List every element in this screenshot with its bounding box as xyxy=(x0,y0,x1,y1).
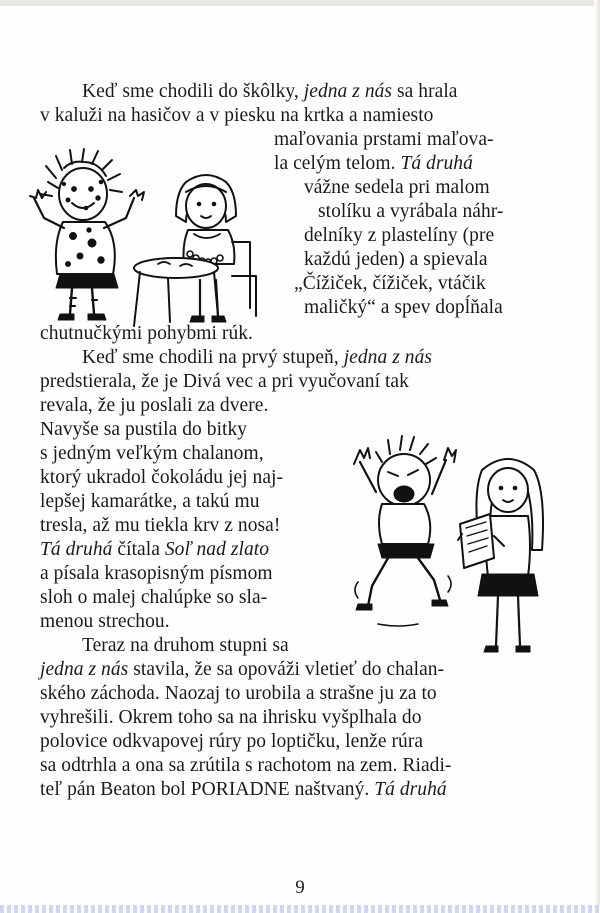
italic-span: Soľ nad zlato xyxy=(164,539,270,560)
text-line xyxy=(40,538,269,562)
text-span: Keď sme chodili na prvý stupeň, xyxy=(82,347,344,368)
page-right-edge xyxy=(594,0,600,913)
text-line xyxy=(40,490,260,514)
text-line xyxy=(274,128,494,152)
text-span: Teraz na druhom stupni sa xyxy=(82,635,289,656)
text-line xyxy=(40,514,280,538)
neat-girl-illustration xyxy=(128,172,278,330)
text-span: stolíku a vyrábala náhr- xyxy=(318,201,504,222)
italic-span: Tá druhá xyxy=(400,153,473,174)
text-line xyxy=(40,418,247,442)
text-line xyxy=(40,682,437,706)
page-bottom-edge xyxy=(0,905,600,913)
text-span: delníky z plastelíny (pre xyxy=(304,225,495,246)
text-span: s jedným veľkým chalanom, xyxy=(40,443,264,464)
italic-span: jedna z nás xyxy=(40,659,129,680)
italic-span: jedna z nás xyxy=(343,347,433,368)
italic-span: Tá druhá xyxy=(374,779,447,800)
text-line xyxy=(40,706,422,730)
text-span: polovice odkvapovej rúry po loptičku, lenže rúra xyxy=(40,731,424,752)
text-span: vyhrešili. Okrem toho sa na ihrisku vyšplhala do xyxy=(40,707,422,728)
text-span: Navyše sa pustila do bitky xyxy=(40,419,248,440)
text-span: la celým telom. xyxy=(274,153,401,174)
text-span: a písala krasopisným písmom xyxy=(40,563,273,584)
text-line xyxy=(304,224,494,248)
text-span: predstierala, že je Divá vec a pri vyučovaní tak xyxy=(40,371,409,392)
text-span: vážne sedela pri malom xyxy=(304,177,490,198)
page-number: 9 xyxy=(295,877,305,898)
text-span: sloh o malej chalúpke so sla- xyxy=(40,587,268,608)
page-top-edge xyxy=(0,0,600,6)
text-line xyxy=(304,296,503,320)
italic-span: Tá druhá xyxy=(40,539,113,560)
text-span: menou strechou. xyxy=(40,611,170,632)
text-line xyxy=(304,176,490,200)
text-line xyxy=(82,346,432,370)
text-span: stavila, že sa opováži vletieť do chalan- xyxy=(128,659,445,680)
text-line xyxy=(40,370,409,394)
text-line xyxy=(40,658,444,682)
text-line xyxy=(82,80,458,104)
text-span: sa odtrhla a ona sa zrútila s rachotom na zem. Riadi- xyxy=(40,755,452,776)
text-line xyxy=(40,104,433,128)
text-line xyxy=(40,778,447,802)
text-line xyxy=(294,272,486,296)
screaming-girl-illustration xyxy=(348,432,460,632)
text-line xyxy=(318,200,503,224)
text-line xyxy=(82,634,289,658)
text-line xyxy=(40,562,273,586)
text-line xyxy=(40,466,283,490)
italic-span: jedna z nás xyxy=(303,81,393,102)
text-line xyxy=(274,152,473,176)
text-line xyxy=(40,442,264,466)
text-span: maľovania prstami maľova- xyxy=(274,129,494,150)
text-line xyxy=(40,610,170,634)
text-span: v kaluži na hasičov a v piesku na krtka a namiesto xyxy=(40,105,434,126)
text-span: maličký“ a spev dopĺňala xyxy=(304,297,503,318)
text-span: chutnučkými pohybmi rúk. xyxy=(40,323,253,344)
text-line xyxy=(304,248,488,272)
text-line xyxy=(40,586,267,610)
text-span: lepšej kamarátke, a takú mu xyxy=(40,491,260,512)
text-line xyxy=(40,394,268,418)
text-span: „Čížiček, čížiček, vtáčik xyxy=(294,273,486,294)
text-span: teľ pán Beaton bol PORIADNE naštvaný. xyxy=(40,779,375,800)
text-span: Keď sme chodili do škôlky, xyxy=(82,81,304,102)
text-span: ktorý ukradol čokoládu jej naj- xyxy=(40,467,284,488)
text-span: tresla, až mu tiekla krv z nosa! xyxy=(40,515,281,536)
reading-girl-illustration xyxy=(458,456,562,662)
text-line xyxy=(40,754,451,778)
text-line xyxy=(40,730,423,754)
text-span: revala, že ju poslali za dvere. xyxy=(40,395,269,416)
text-span: sa hrala xyxy=(392,81,458,102)
text-span: čítala xyxy=(112,539,165,560)
text-span: ského záchoda. Naozaj to urobila a strašne ju za to xyxy=(40,683,437,704)
text-span: každú jeden) a spievala xyxy=(304,249,488,270)
